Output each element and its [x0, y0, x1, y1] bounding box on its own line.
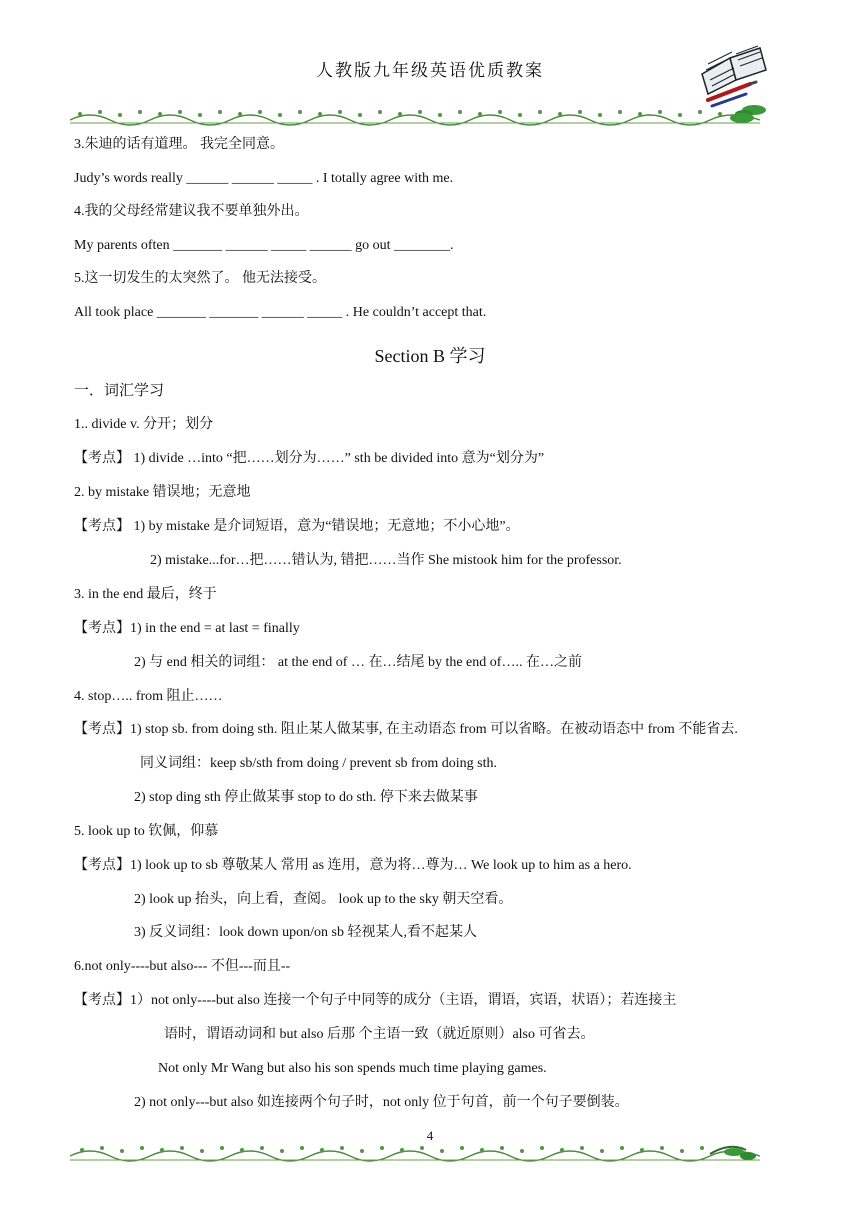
vocab-item-in-the-end: 3. in the end 最后，终于 [74, 587, 217, 602]
vocab-item-divide: 1.. divide v. 分开；划分 [74, 417, 214, 432]
page-number: 4 [426, 1128, 434, 1143]
vocab-point: 【考点】1) in the end = at last = finally [74, 621, 300, 636]
decorative-vine-border-bottom [70, 1142, 760, 1164]
vocab-point: 【考点】 1) divide …into “把……划分为……” sth be divided into 意为“划分为” [74, 451, 545, 466]
exercise-item-4-english: My parents often _______ ______ _____ ______ go out ________. [74, 238, 454, 253]
exercise-item-3-english: Judy’s words really ______ ______ _____ . I totally agree with me. [74, 171, 454, 186]
exercise-item-3-chinese: 3.朱迪的话有道理。 我完全同意。 [74, 137, 284, 152]
vocab-point: 2) stop ding sth 停止做某事 stop to do sth. 停下来去做某事 [134, 790, 478, 805]
vocab-point: 2) not only---but also 如连接两个句子时，not only 位于句首，前一个句子要倒装。 [134, 1095, 629, 1110]
vocab-item-stop-from: 4. stop….. from 阻止…… [74, 689, 223, 704]
exercise-item-5-chinese: 5.这一切发生的太突然了。 他无法接受。 [74, 271, 326, 286]
vocab-point: 【考点】 1) by mistake 是介词短语，意为“错误地；无意地；不小心地”。 [74, 519, 520, 534]
vocab-point: 【考点】1) look up to sb 尊敬某人 常用 as 连用，意为将…尊为… We look up to him as a hero. [74, 858, 632, 873]
vocab-point: 同义词组：keep sb/sth from doing / prevent sb from doing sth. [140, 756, 497, 771]
page-header-title: 人教版九年级英语优质教案 [316, 61, 544, 81]
vocab-point: 3) 反义词组：look down upon/on sb 轻视某人,看不起某人 [134, 925, 477, 940]
vocab-point: 2) look up 抬头，向上看，查阅。 look up to the sky 朝天空看。 [134, 892, 513, 907]
vocab-item-by-mistake: 2. by mistake 错误地；无意地 [74, 485, 251, 500]
exercise-item-5-english: All took place _______ _______ ______ _____ . He couldn’t accept that. [74, 305, 487, 320]
vocab-point: 【考点】1) stop sb. from doing sth. 阻止某人做某事, 在主动语态 from 可以省略。在被动语态中 from 不能省去. [74, 722, 738, 737]
vocab-point: 语时，谓语动词和 but also 后那 个主语一致（就近原则）also 可省去。 [164, 1027, 595, 1042]
vocab-point: 2) 与 end 相关的词组： at the end of … 在…结尾 by the end of….. 在…之前 [134, 655, 582, 670]
decorative-vine-border-top [70, 104, 760, 126]
section-title: Section B 学习 [374, 346, 486, 366]
vocab-heading: 一．词汇学习 [74, 383, 165, 399]
vocab-item-look-up-to: 5. look up to 钦佩，仰慕 [74, 824, 219, 839]
vocab-example: Not only Mr Wang but also his son spends much time playing games. [158, 1061, 547, 1076]
exercise-item-4-chinese: 4.我的父母经常建议我不要单独外出。 [74, 204, 309, 219]
vocab-point: 【考点】1）not only----but also 连接一个句子中同等的成分（主语，谓语，宾语，状语）；若连接主 [74, 993, 677, 1008]
vocab-item-not-only-but-also: 6.not only----but also--- 不但---而且-- [74, 959, 291, 974]
vocab-point: 2) mistake...for…把……错认为, 错把……当作 She mistook him for the professor. [150, 553, 622, 568]
